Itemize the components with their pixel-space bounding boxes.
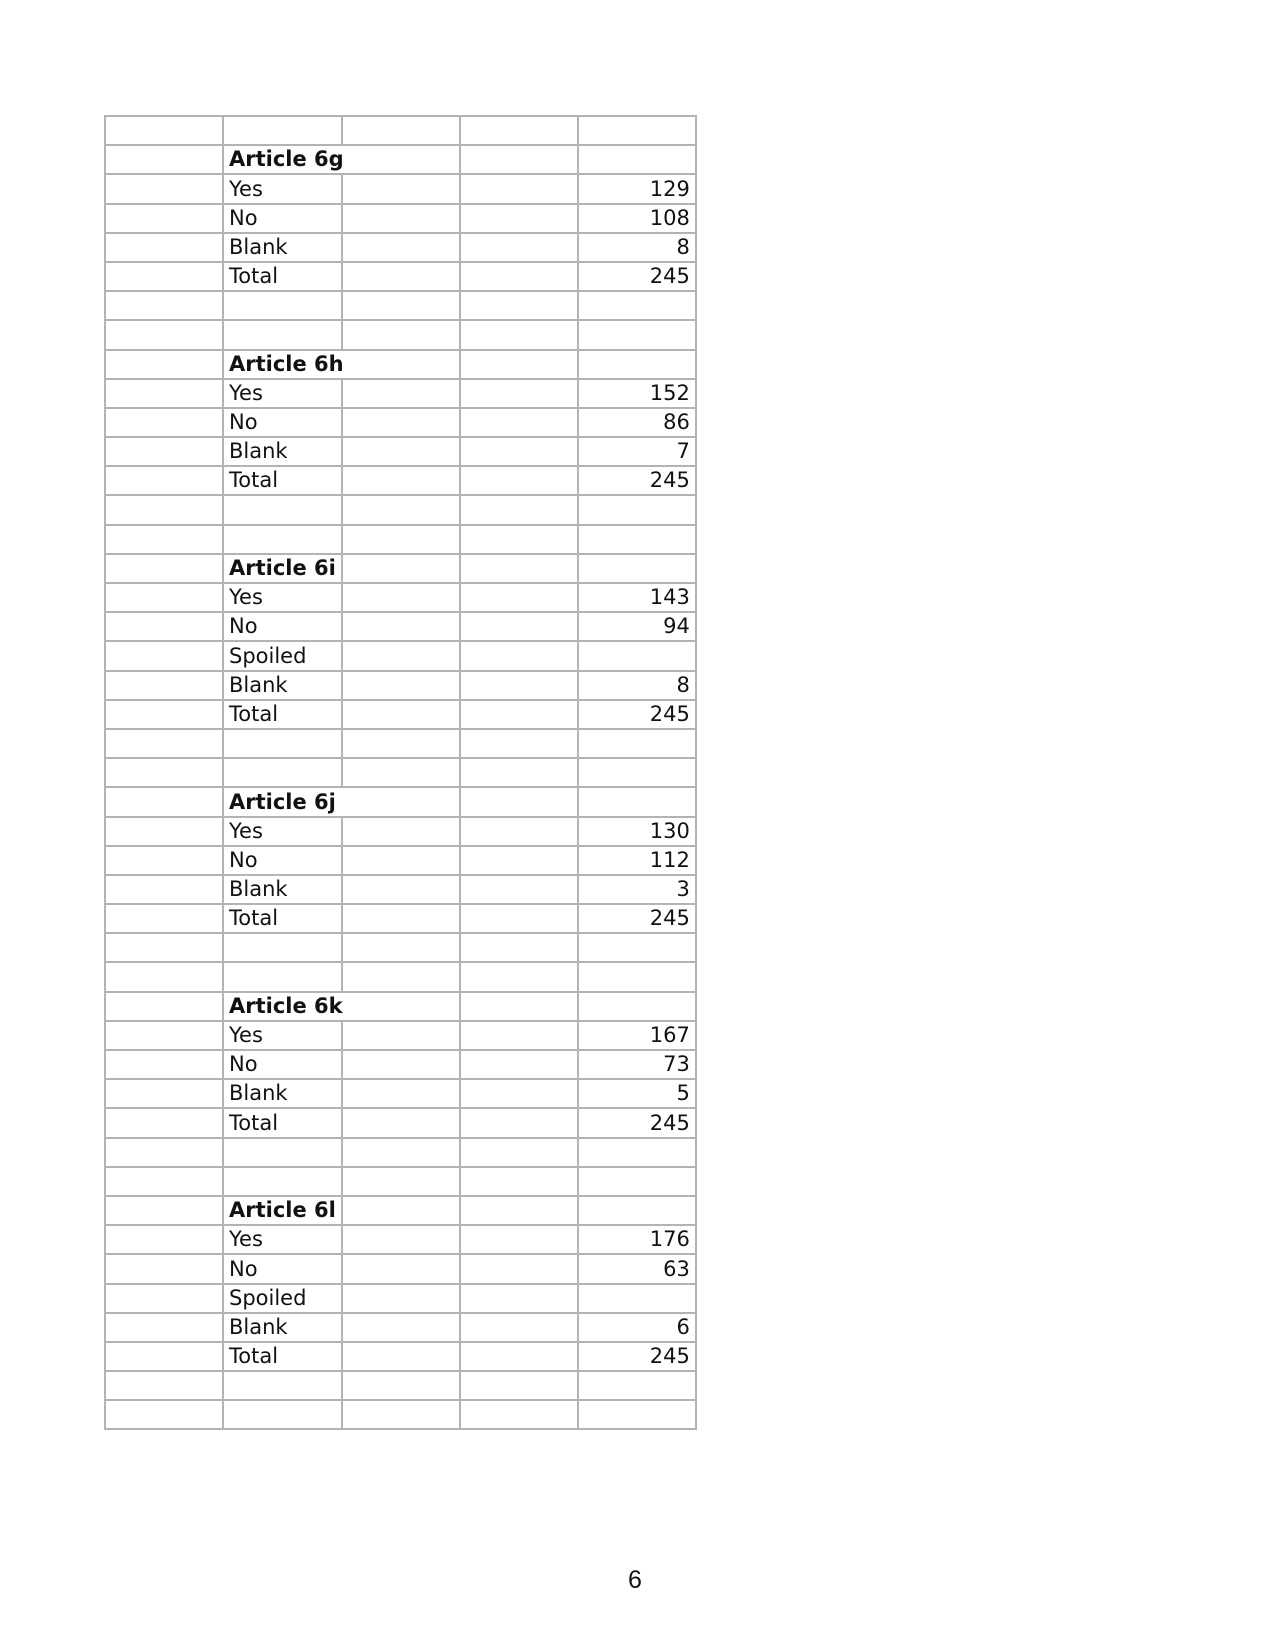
empty-cell (342, 1138, 460, 1167)
empty-cell (578, 554, 696, 583)
empty-cell (105, 350, 223, 379)
row-value: 129 (578, 174, 696, 203)
empty-cell (105, 1284, 223, 1313)
empty-cell (342, 525, 460, 554)
empty-cell (460, 262, 578, 291)
table-row (105, 671, 696, 700)
results-table-body (105, 116, 696, 1429)
table-row (105, 700, 696, 729)
table-row (105, 583, 696, 612)
empty-cell (460, 1079, 578, 1108)
empty-cell (105, 204, 223, 233)
empty-cell (460, 1138, 578, 1167)
empty-cell (105, 495, 223, 524)
table-row (105, 379, 696, 408)
row-label: Total (223, 1342, 342, 1371)
empty-cell (342, 379, 460, 408)
empty-cell (105, 1400, 223, 1429)
empty-cell (223, 320, 342, 349)
table-row (105, 437, 696, 466)
empty-cell (460, 408, 578, 437)
empty-cell (105, 1254, 223, 1283)
empty-cell (460, 1254, 578, 1283)
empty-cell (105, 1108, 223, 1137)
empty-cell (342, 612, 460, 641)
section-header-row (105, 1196, 696, 1225)
empty-cell (105, 1196, 223, 1225)
table-row (105, 408, 696, 437)
row-value: 112 (578, 846, 696, 875)
empty-cell (105, 1342, 223, 1371)
row-label: No (223, 204, 342, 233)
empty-cell (342, 1254, 460, 1283)
empty-cell (342, 817, 460, 846)
row-value (578, 641, 696, 670)
empty-cell (342, 1079, 460, 1108)
empty-cell (578, 787, 696, 816)
empty-cell (105, 1313, 223, 1342)
empty-cell (105, 583, 223, 612)
empty-cell (460, 466, 578, 495)
section-title: Article 6k (223, 992, 460, 1021)
row-label: No (223, 612, 342, 641)
empty-cell (578, 495, 696, 524)
row-label: Blank (223, 1079, 342, 1108)
spacer-row (105, 116, 696, 145)
row-label: Blank (223, 875, 342, 904)
row-value: 63 (578, 1254, 696, 1283)
table-row (105, 1050, 696, 1079)
row-value: 5 (578, 1079, 696, 1108)
empty-cell (460, 1225, 578, 1254)
empty-cell (342, 1371, 460, 1400)
empty-cell (223, 291, 342, 320)
empty-cell (460, 174, 578, 203)
empty-cell (223, 525, 342, 554)
empty-cell (460, 1284, 578, 1313)
empty-cell (342, 408, 460, 437)
empty-cell (105, 904, 223, 933)
empty-cell (105, 1225, 223, 1254)
empty-cell (578, 1196, 696, 1225)
section-title: Article 6g (223, 145, 460, 174)
row-label: Blank (223, 437, 342, 466)
empty-cell (460, 1050, 578, 1079)
section-header-row (105, 145, 696, 174)
empty-cell (105, 700, 223, 729)
empty-cell (105, 846, 223, 875)
empty-cell (342, 875, 460, 904)
empty-cell (105, 875, 223, 904)
empty-cell (223, 1371, 342, 1400)
empty-cell (460, 320, 578, 349)
empty-cell (342, 700, 460, 729)
empty-cell (342, 1400, 460, 1429)
row-value: 245 (578, 1108, 696, 1137)
row-label: Total (223, 1108, 342, 1137)
empty-cell (460, 350, 578, 379)
empty-cell (342, 554, 460, 583)
table-row (105, 612, 696, 641)
row-label: Total (223, 262, 342, 291)
empty-cell (342, 729, 460, 758)
empty-cell (342, 1342, 460, 1371)
table-row (105, 817, 696, 846)
table-row (105, 904, 696, 933)
empty-cell (342, 641, 460, 670)
table-row (105, 233, 696, 262)
page-number: 6 (628, 1566, 642, 1594)
empty-cell (460, 1196, 578, 1225)
empty-cell (105, 1138, 223, 1167)
empty-cell (342, 174, 460, 203)
empty-cell (460, 817, 578, 846)
empty-cell (460, 116, 578, 145)
spacer-row (105, 495, 696, 524)
empty-cell (460, 1108, 578, 1137)
row-label: Total (223, 466, 342, 495)
section-header-row (105, 992, 696, 1021)
empty-cell (342, 671, 460, 700)
empty-cell (460, 525, 578, 554)
empty-cell (223, 1167, 342, 1196)
empty-cell (105, 612, 223, 641)
empty-cell (342, 933, 460, 962)
row-value: 176 (578, 1225, 696, 1254)
empty-cell (342, 1050, 460, 1079)
row-label: Yes (223, 583, 342, 612)
empty-cell (105, 671, 223, 700)
row-value: 73 (578, 1050, 696, 1079)
empty-cell (105, 233, 223, 262)
spacer-row (105, 1371, 696, 1400)
empty-cell (460, 554, 578, 583)
section-title: Article 6h (223, 350, 460, 379)
empty-cell (460, 729, 578, 758)
empty-cell (223, 1138, 342, 1167)
empty-cell (460, 933, 578, 962)
spacer-row (105, 1400, 696, 1429)
spacer-row (105, 1138, 696, 1167)
spacer-row (105, 320, 696, 349)
empty-cell (460, 962, 578, 991)
empty-cell (578, 116, 696, 145)
row-value: 152 (578, 379, 696, 408)
empty-cell (578, 350, 696, 379)
empty-cell (460, 1167, 578, 1196)
empty-cell (105, 525, 223, 554)
table-row (105, 204, 696, 233)
empty-cell (105, 262, 223, 291)
empty-cell (578, 291, 696, 320)
empty-cell (105, 962, 223, 991)
empty-cell (342, 437, 460, 466)
empty-cell (460, 758, 578, 787)
spacer-row (105, 962, 696, 991)
row-value: 245 (578, 700, 696, 729)
row-value: 108 (578, 204, 696, 233)
empty-cell (342, 1167, 460, 1196)
row-value: 245 (578, 1342, 696, 1371)
empty-cell (460, 612, 578, 641)
row-value: 8 (578, 233, 696, 262)
empty-cell (460, 291, 578, 320)
empty-cell (223, 1400, 342, 1429)
row-value: 245 (578, 262, 696, 291)
empty-cell (105, 320, 223, 349)
row-value: 94 (578, 612, 696, 641)
empty-cell (105, 758, 223, 787)
empty-cell (578, 992, 696, 1021)
empty-cell (460, 1313, 578, 1342)
empty-cell (105, 641, 223, 670)
row-label: Yes (223, 1225, 342, 1254)
empty-cell (578, 1400, 696, 1429)
empty-cell (105, 787, 223, 816)
empty-cell (342, 1108, 460, 1137)
empty-cell (105, 408, 223, 437)
empty-cell (342, 583, 460, 612)
section-title: Article 6i (223, 554, 342, 583)
empty-cell (342, 1225, 460, 1254)
table-row (105, 846, 696, 875)
empty-cell (105, 554, 223, 583)
empty-cell (105, 437, 223, 466)
empty-cell (460, 145, 578, 174)
spacer-row (105, 291, 696, 320)
empty-cell (105, 817, 223, 846)
empty-cell (342, 1021, 460, 1050)
row-label: Yes (223, 174, 342, 203)
empty-cell (342, 495, 460, 524)
empty-cell (578, 729, 696, 758)
empty-cell (342, 846, 460, 875)
row-value: 245 (578, 466, 696, 495)
empty-cell (105, 291, 223, 320)
empty-cell (105, 1079, 223, 1108)
row-value: 130 (578, 817, 696, 846)
empty-cell (578, 1138, 696, 1167)
empty-cell (105, 992, 223, 1021)
empty-cell (105, 145, 223, 174)
empty-cell (342, 1196, 460, 1225)
empty-cell (578, 933, 696, 962)
section-header-row (105, 554, 696, 583)
empty-cell (578, 145, 696, 174)
empty-cell (223, 933, 342, 962)
empty-cell (460, 583, 578, 612)
empty-cell (578, 1167, 696, 1196)
empty-cell (578, 525, 696, 554)
empty-cell (460, 233, 578, 262)
row-label: Blank (223, 671, 342, 700)
empty-cell (105, 729, 223, 758)
spacer-row (105, 758, 696, 787)
empty-cell (460, 875, 578, 904)
section-header-row (105, 350, 696, 379)
row-value: 8 (578, 671, 696, 700)
table-row (105, 1108, 696, 1137)
empty-cell (105, 466, 223, 495)
empty-cell (578, 1371, 696, 1400)
empty-cell (460, 437, 578, 466)
empty-cell (460, 992, 578, 1021)
empty-cell (342, 962, 460, 991)
table-row (105, 641, 696, 670)
empty-cell (105, 1167, 223, 1196)
empty-cell (342, 1284, 460, 1313)
row-label: No (223, 408, 342, 437)
spacer-row (105, 729, 696, 758)
row-value: 167 (578, 1021, 696, 1050)
empty-cell (223, 495, 342, 524)
empty-cell (342, 758, 460, 787)
row-label: No (223, 846, 342, 875)
row-label: Total (223, 700, 342, 729)
row-value: 7 (578, 437, 696, 466)
row-label: No (223, 1050, 342, 1079)
row-label: Blank (223, 1313, 342, 1342)
empty-cell (460, 700, 578, 729)
table-row (105, 174, 696, 203)
empty-cell (105, 116, 223, 145)
row-value: 6 (578, 1313, 696, 1342)
empty-cell (460, 846, 578, 875)
empty-cell (342, 262, 460, 291)
table-row (105, 1021, 696, 1050)
row-label: Blank (223, 233, 342, 262)
empty-cell (460, 495, 578, 524)
empty-cell (460, 379, 578, 408)
row-label: No (223, 1254, 342, 1283)
empty-cell (460, 671, 578, 700)
table-row (105, 262, 696, 291)
empty-cell (105, 1050, 223, 1079)
section-title: Article 6l (223, 1196, 342, 1225)
row-label: Yes (223, 1021, 342, 1050)
empty-cell (342, 904, 460, 933)
empty-cell (223, 729, 342, 758)
row-label: Yes (223, 817, 342, 846)
empty-cell (578, 962, 696, 991)
results-table (104, 115, 697, 1430)
empty-cell (342, 1313, 460, 1342)
spacer-row (105, 1167, 696, 1196)
empty-cell (342, 204, 460, 233)
section-header-row (105, 787, 696, 816)
table-row (105, 1079, 696, 1108)
table-row (105, 1284, 696, 1313)
empty-cell (223, 962, 342, 991)
table-row (105, 875, 696, 904)
empty-cell (105, 379, 223, 408)
row-value: 245 (578, 904, 696, 933)
empty-cell (460, 787, 578, 816)
empty-cell (578, 320, 696, 349)
row-value: 3 (578, 875, 696, 904)
empty-cell (578, 758, 696, 787)
table-row (105, 1313, 696, 1342)
row-label: Spoiled (223, 1284, 342, 1313)
empty-cell (342, 116, 460, 145)
empty-cell (105, 174, 223, 203)
empty-cell (223, 758, 342, 787)
table-row (105, 1225, 696, 1254)
empty-cell (460, 1371, 578, 1400)
table-row (105, 466, 696, 495)
empty-cell (342, 320, 460, 349)
row-label: Spoiled (223, 641, 342, 670)
empty-cell (460, 1342, 578, 1371)
empty-cell (460, 1021, 578, 1050)
table-row (105, 1342, 696, 1371)
empty-cell (105, 1021, 223, 1050)
row-value (578, 1284, 696, 1313)
empty-cell (223, 116, 342, 145)
empty-cell (105, 933, 223, 962)
empty-cell (460, 204, 578, 233)
row-value: 143 (578, 583, 696, 612)
empty-cell (105, 1371, 223, 1400)
empty-cell (460, 641, 578, 670)
row-label: Total (223, 904, 342, 933)
empty-cell (342, 466, 460, 495)
row-label: Yes (223, 379, 342, 408)
empty-cell (342, 233, 460, 262)
empty-cell (460, 1400, 578, 1429)
spacer-row (105, 933, 696, 962)
empty-cell (460, 904, 578, 933)
section-title: Article 6j (223, 787, 460, 816)
spacer-row (105, 525, 696, 554)
empty-cell (342, 291, 460, 320)
row-value: 86 (578, 408, 696, 437)
table-row (105, 1254, 696, 1283)
